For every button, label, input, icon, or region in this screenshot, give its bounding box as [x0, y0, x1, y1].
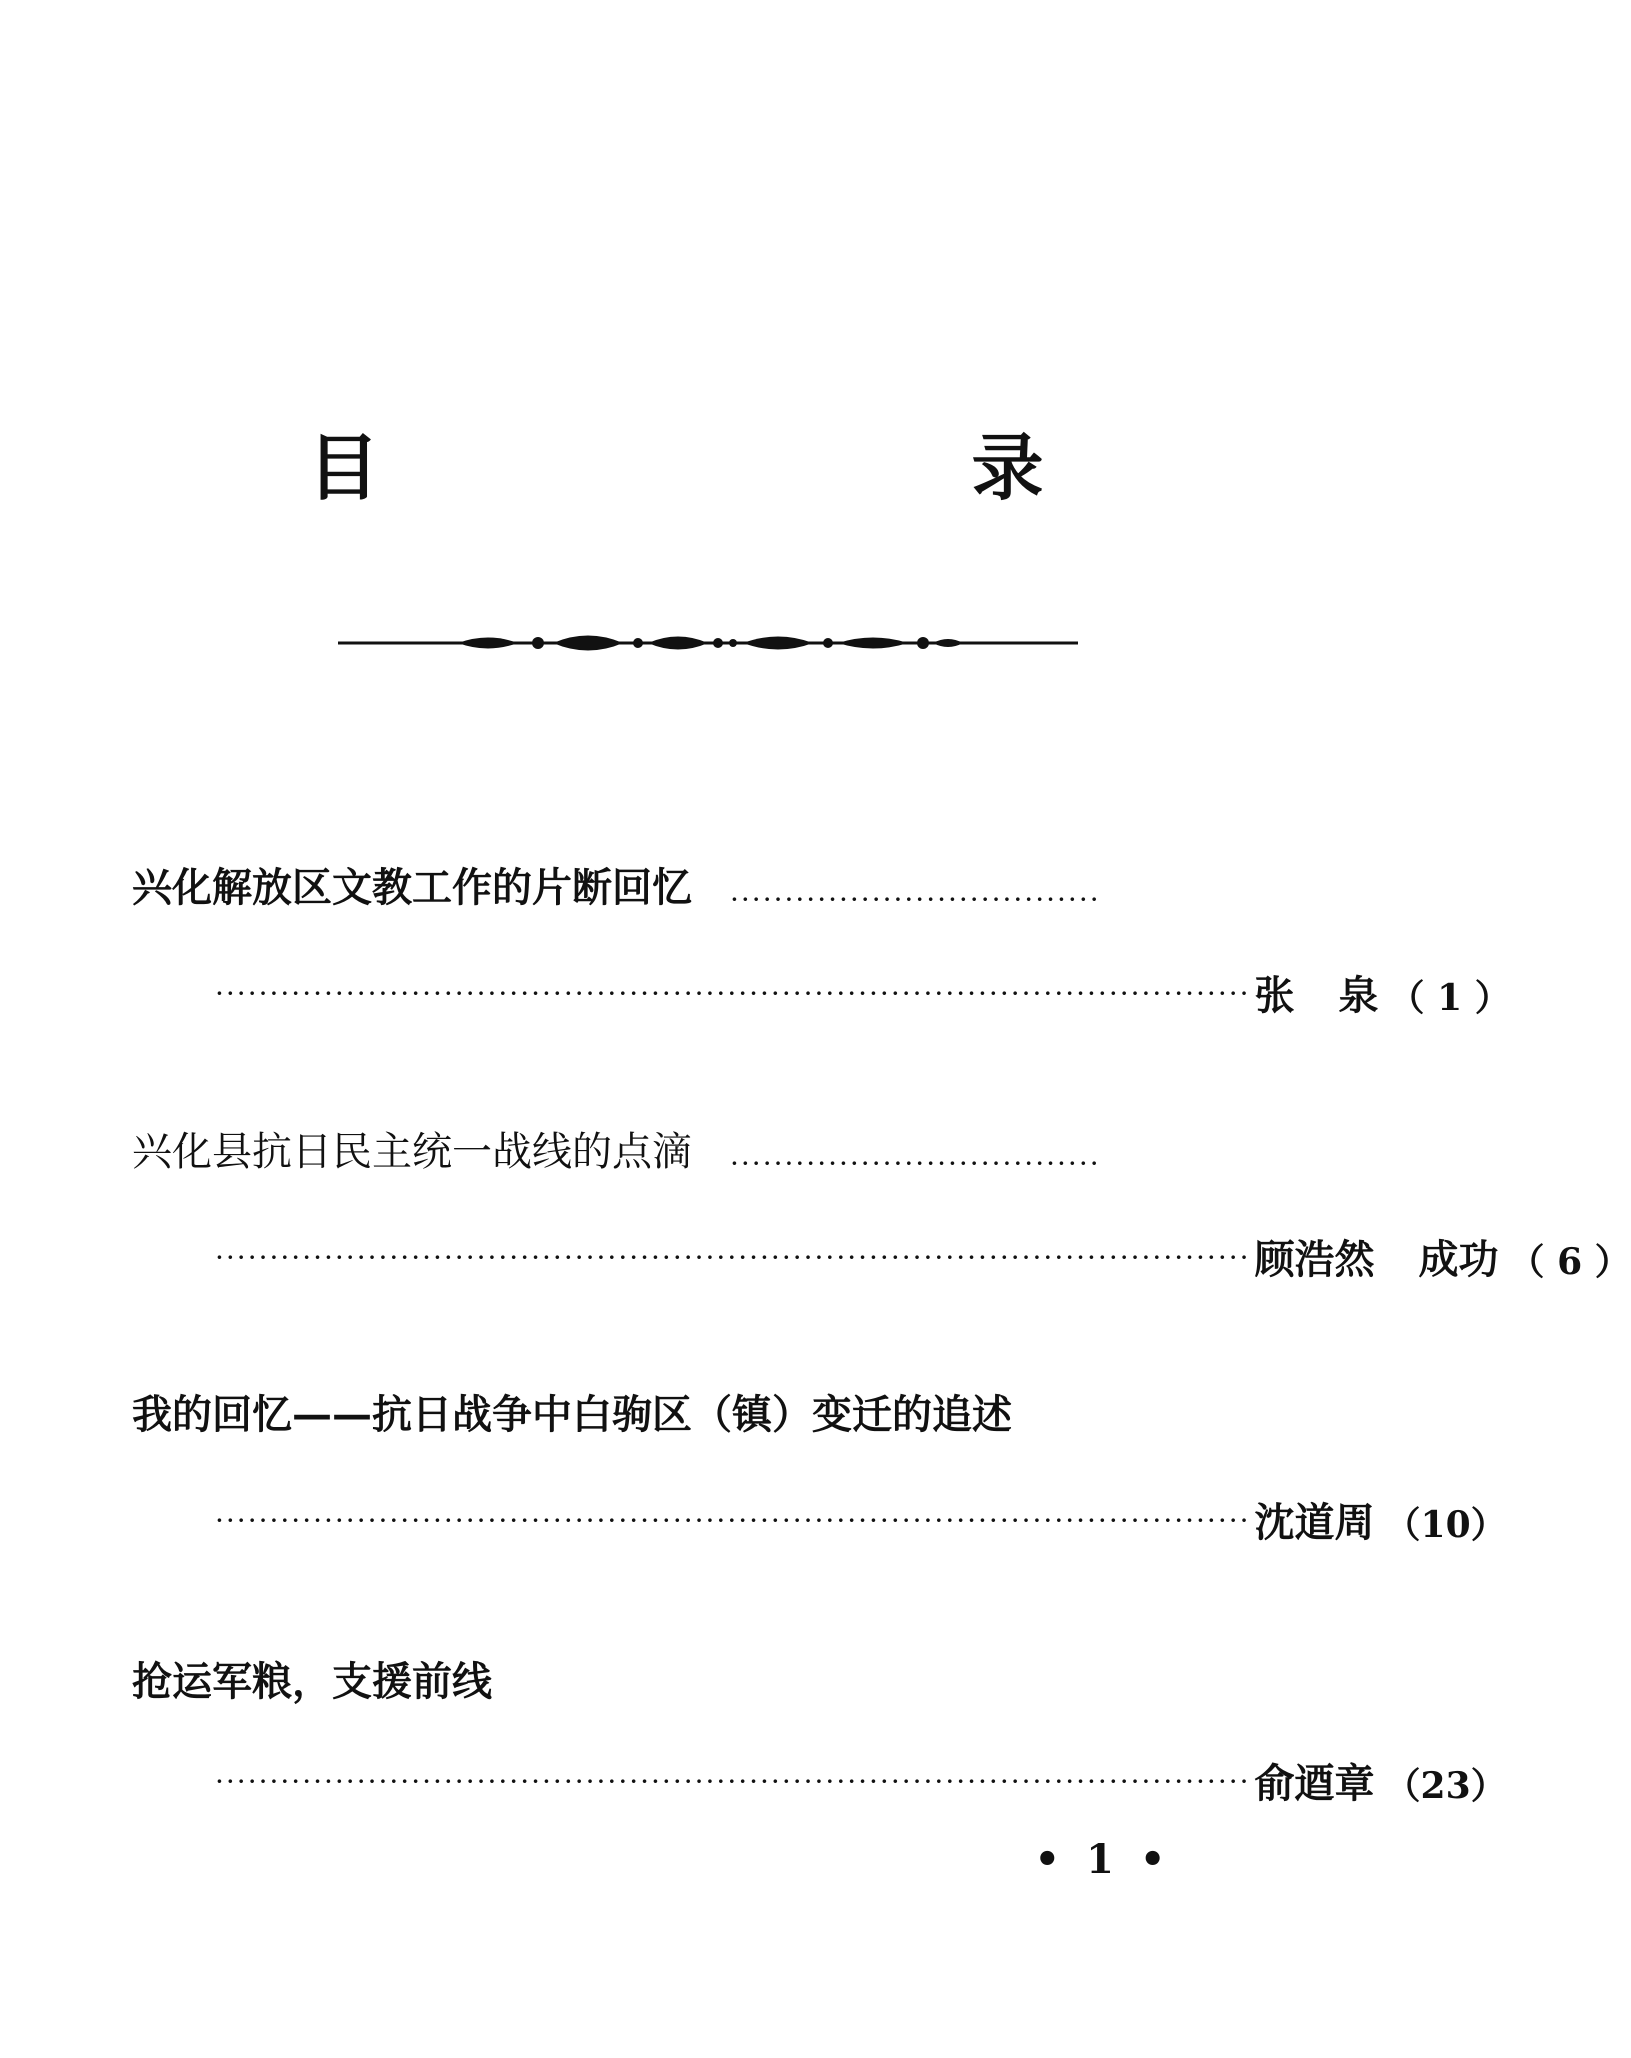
toc-entry-author: 顾浩然 成功: [1254, 1236, 1499, 1283]
toc-entry-author: 张 泉: [1254, 972, 1379, 1019]
toc-leader-dots: ·······························································································: [215, 1241, 1251, 1274]
toc-entry-author: 沈道周: [1254, 1499, 1375, 1546]
toc-entry-page: （ 1 ）: [1388, 977, 1511, 1019]
toc-entry-title: 抢运军粮，支援前线: [132, 1658, 492, 1705]
toc-entry-author-line: [215, 968, 1511, 1019]
toc-leader-dots: ·······························································································: [215, 1765, 1251, 1798]
bullet-dot: •: [1034, 1836, 1061, 1883]
toc-leader-dots: ·······························································································: [215, 977, 1251, 1010]
toc-leader-dots: ·······························································································: [215, 1504, 1251, 1537]
page-number: [1000, 1836, 1200, 1883]
toc-entry-author-line: [215, 1495, 1507, 1546]
toc-entry-title: 兴化县抗日民主统一战线的点滴: [132, 1129, 692, 1175]
toc-entry-author-line: [215, 1756, 1507, 1807]
toc-entry-author-line: [215, 1232, 1631, 1283]
toc-leader-dots: ··································: [730, 883, 1101, 916]
page-number-value: 1: [1086, 1836, 1114, 1883]
toc-entry-title: 兴化解放区文教工作的片断回忆: [132, 864, 692, 911]
page-title: 目 录: [307, 425, 1304, 510]
toc-entry-page: （10）: [1384, 1504, 1507, 1546]
toc-entry-author: 俞逎章: [1254, 1760, 1375, 1807]
toc-entry-page: （ 6 ）: [1508, 1241, 1631, 1283]
toc-leader-dots: ··································: [730, 1147, 1101, 1180]
toc-entry-title: 我的回忆——抗日战争中白驹区（镇）变迁的追述: [132, 1391, 1012, 1438]
bullet-dot: •: [1139, 1836, 1166, 1883]
toc-entry-page: （23）: [1384, 1765, 1507, 1807]
decorative-divider-ornament: [338, 618, 1078, 668]
